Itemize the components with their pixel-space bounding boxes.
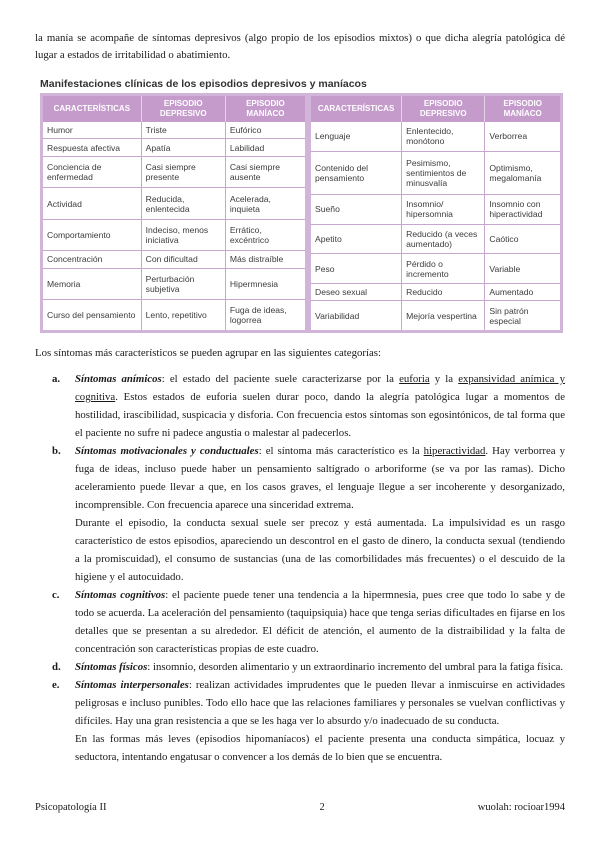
table-cell: Reducido (a veces aumentado) [402, 224, 485, 254]
text-run: : insomnio, desorden alimentario y un extraordinario incremento del umbral para la fatiga física. [147, 661, 564, 673]
table-cell: Mejoría vespertina [402, 301, 485, 330]
table-row [311, 284, 560, 301]
table-cell: Insomnio con hiperactividad [485, 194, 560, 224]
table-cell: Casi siempre presente [141, 157, 225, 188]
list-item-b [35, 442, 565, 586]
list-item-text [75, 658, 565, 676]
table-cell: Acelerada, inquieta [225, 188, 305, 219]
table-cell: Indeciso, menos iniciativa [141, 219, 225, 250]
table-cell: Labilidad [225, 139, 305, 157]
column-header: EPISODIO MANÍACO [485, 96, 560, 122]
table-cell: Con dificultad [141, 250, 225, 268]
table-cell: Errático, excéntrico [225, 219, 305, 250]
categories-lead: Los síntomas más característicos se pueden agrupar en las siguientes categorías: [35, 347, 381, 359]
table-cell: Verborrea [485, 122, 560, 151]
table-cell: Eufórico [225, 122, 305, 139]
table-row [311, 151, 560, 194]
table-cell: Deseo sexual [311, 284, 402, 301]
item-title: Síntomas físicos [75, 661, 148, 673]
table-cell: Perturbación subjetiva [141, 268, 225, 299]
list-marker: b. [52, 445, 61, 457]
intro-text: la manía se acompañe de síntomas depresivos (algo propio de los episodios mixtos) o que dicha alegría patológica dé lugar a estados de irritabilidad o abatimiento. [35, 32, 565, 61]
column-header: CARACTERÍSTICAS [43, 96, 141, 122]
list-item-text [75, 442, 565, 514]
list-item-e [35, 676, 565, 766]
item-title: Síntomas anímicos [75, 373, 162, 385]
underlined-term: euforia [399, 373, 430, 385]
table-right [311, 96, 560, 330]
table-row [311, 122, 560, 151]
table-row [311, 301, 560, 330]
table-cell: Fuga de ideas, logorrea [229, 304, 287, 325]
table-title: Manifestaciones clínicas de los episodios depresivos y maníacos [40, 78, 367, 90]
footer-author: wuolah: rocioar1994 [477, 802, 565, 813]
column-header: EPISODIO MANÍACO [225, 96, 305, 122]
table-left [43, 96, 305, 330]
list-marker: d. [52, 661, 61, 673]
symptom-categories-list [35, 370, 565, 766]
table-cell: Lento, repetitivo [141, 299, 225, 330]
table-cell: Variabilidad [311, 301, 402, 330]
page-number: 2 [319, 802, 325, 813]
table-cell: Comportamiento [43, 219, 141, 250]
table-row [43, 299, 305, 330]
table-cell: Enlentecido, monótono [402, 122, 485, 151]
table-cell: Variable [485, 254, 560, 284]
list-item-paragraph: Durante el episodio, la conducta sexual suele ser precoz y está aumentada. La impulsividad es un rasgo característico de estos episodios, apareciendo un descontrol en el gasto de dinero, la conducta sexual (tendiendo a la promiscuidad), el consumo de sustancias (una de las comorbilidades más frecuentes) o el descuido de la higiene y el autocuidado. [75, 517, 565, 583]
table-cell: Triste [141, 122, 225, 139]
table-cell: Curso del pensamiento [43, 299, 141, 330]
text-run: : el estado del paciente suele caracterizarse por la [161, 373, 400, 385]
page-footer [35, 802, 565, 813]
column-header: EPISODIO DEPRESIVO [402, 96, 485, 122]
table-cell: Lenguaje [311, 122, 402, 151]
table-cell: Casi siempre ausente [225, 157, 305, 188]
table-cell: Aumentado [485, 284, 560, 301]
text-run: : el paciente puede tener una tendencia a la hipermnesia, pues cree que todo lo sabe y de todo se acuerda. La aceleración del pensamiento (taquipsiquia) hace que tenga serias dificultades en fijarse en los detalles que se presentan a su alrededor. El déficit de atención, el aumento de la distraibilidad y la falta de concentración son características propias de este cuadro. [75, 589, 565, 655]
table-cell: Peso [311, 254, 402, 284]
table-cell: Sueño [311, 194, 402, 224]
table-cell: Caótico [485, 224, 560, 254]
table-cell: Conciencia de enfermedad [43, 157, 141, 188]
table-cell: Apatía [141, 139, 225, 157]
table-row [43, 268, 305, 299]
table-cell: Concentración [43, 250, 141, 268]
table-cell: Sin patrón especial [489, 305, 529, 326]
text-run: . Hay verborrea y fuga de ideas, incluso puede haber un pensamiento saltígrado o arboriforme (se va por las ramas). Dicho aceleramiento puede llevar a que, en los casos graves, el lenguaje llegue a ser incoherente y desorganizado, incomprensible. Con frecuencia aparece una sinceridad extrema. [75, 445, 565, 511]
clinical-manifestations-tables [40, 93, 563, 333]
table-row [43, 122, 305, 139]
table-row [311, 224, 560, 254]
text-run: . Estos estados de euforia suelen durar poco, dando la alegría patológica lugar a momentos de hostilidad, irascibilidad, suspicacia y disforia. Con frecuencia estos síntomas son egosintónicos, de tal forma que el paciente no sufre ni padece angustia o malestar al padecerlos. [75, 391, 565, 439]
underlined-term: hiperactividad [423, 445, 486, 457]
table-cell: Actividad [43, 188, 141, 219]
list-marker: a. [52, 373, 61, 385]
table-row [43, 188, 305, 219]
underlined-term: expansividad anímica y cognitiva [75, 373, 565, 403]
table-cell: Contenido del pensamiento [311, 151, 402, 194]
list-item-text [75, 676, 565, 730]
list-item-a [35, 370, 565, 442]
table-row [43, 157, 305, 188]
table-cell: Reducido [402, 284, 485, 301]
table-cell: Insomnio/ hipersomnia [402, 194, 485, 224]
table-cell: Reducida, enlentecida [141, 188, 225, 219]
table-row [43, 139, 305, 157]
list-item-paragraph: En las formas más leves (episodios hipomaníacos) el paciente presenta una conducta simpática, locuaz y seductora, intentando engatusar o convencer a los demás de lo bien que se encuentra. [75, 733, 565, 763]
table-row [311, 254, 560, 284]
table-cell: Respuesta afectiva [43, 139, 141, 157]
list-item-d [35, 658, 565, 676]
table-row [311, 194, 560, 224]
list-item-text [75, 370, 565, 442]
table-cell: Optimismo, megalomanía [485, 151, 560, 194]
text-run: : el síntoma más característico es la [258, 445, 424, 457]
table-cell: Pérdido o incremento [402, 254, 485, 284]
table-cell: Pesimismo, sentimientos de minusvalía [402, 151, 485, 194]
list-marker: c. [52, 589, 60, 601]
text-run: y la [429, 373, 459, 385]
list-item-text [75, 586, 565, 658]
table-cell: Apetito [311, 224, 402, 254]
table-cell: Más distraíble [225, 250, 305, 268]
list-marker: e. [52, 679, 60, 691]
footer-course: Psicopatología II [35, 802, 107, 813]
text-run: : realizan actividades imprudentes que le pueden llevar a inmiscuirse en actividades peligrosas e incluso punibles. Todo ello hace que las relaciones familiares y personales se vuelvan conflictivas y difíciles. Hay una gran resistencia a que se les haga ver lo absurdo y/o inadecuado de su conducta. [75, 679, 565, 727]
item-title: Síntomas interpersonales [75, 679, 189, 691]
table-cell: Humor [43, 122, 141, 139]
table-cell: Memoria [43, 268, 141, 299]
item-title: Síntomas cognitivos [75, 589, 166, 601]
column-header: EPISODIO DEPRESIVO [141, 96, 225, 122]
table-row [43, 250, 305, 268]
column-header: CARACTERÍSTICAS [311, 96, 402, 122]
table-cell: Hipermnesia [225, 268, 305, 299]
item-title: Síntomas motivacionales y conductuales [75, 445, 259, 457]
table-row [43, 219, 305, 250]
list-item-c [35, 586, 565, 658]
intro-paragraph [35, 30, 565, 64]
